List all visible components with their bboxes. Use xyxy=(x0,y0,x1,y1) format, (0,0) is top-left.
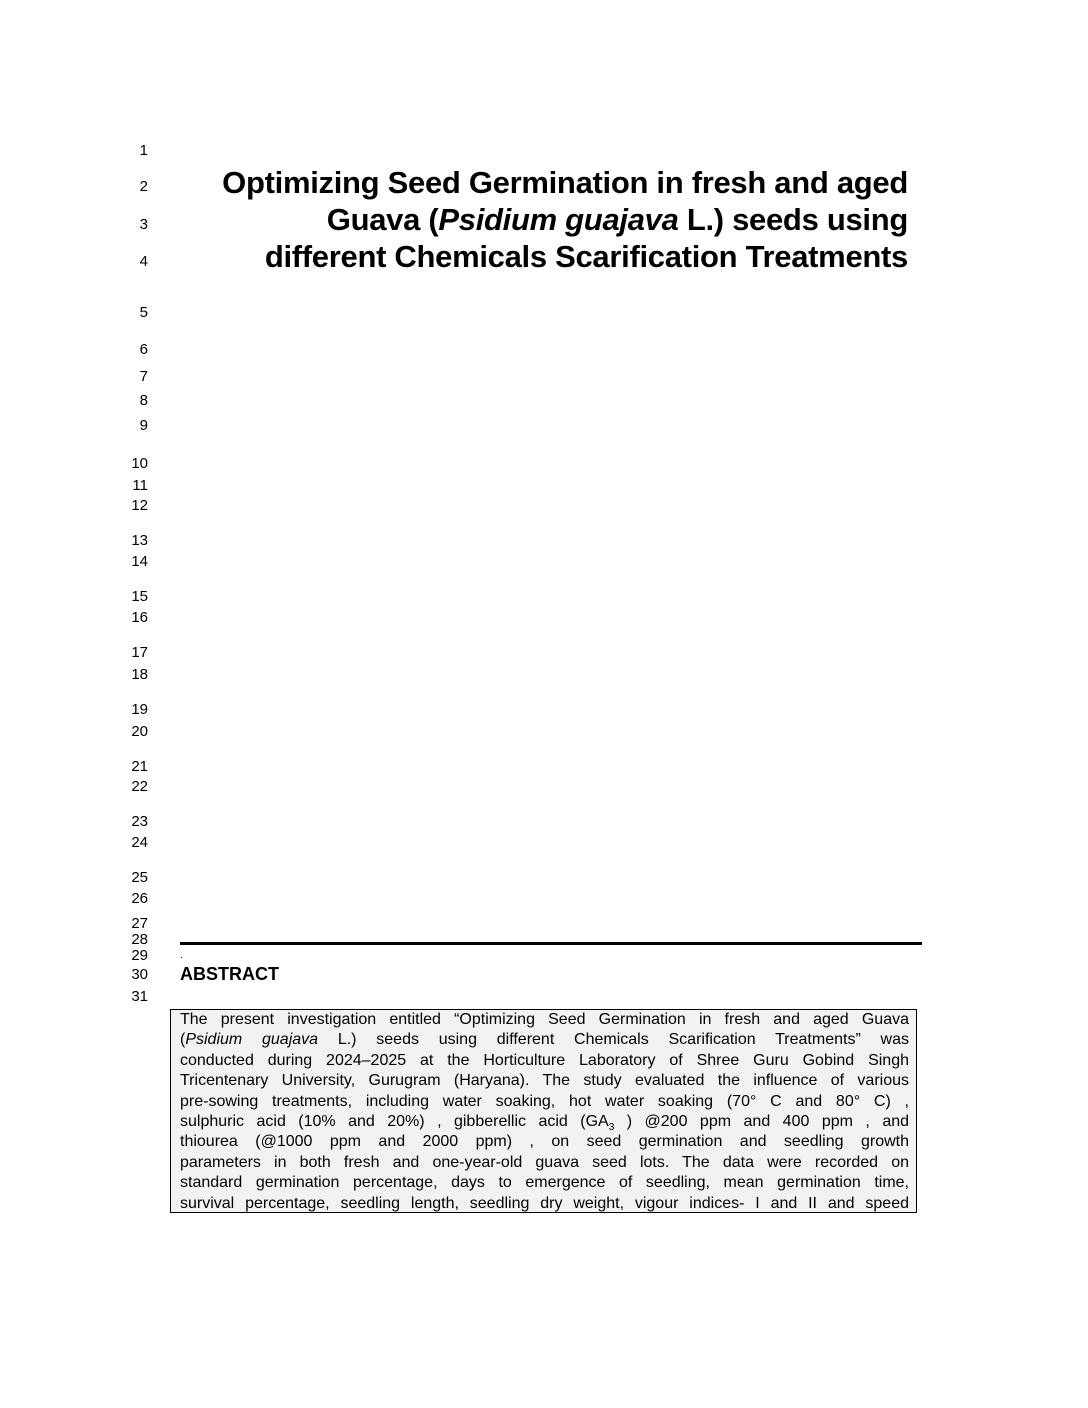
line-number: 13 xyxy=(131,532,148,549)
line-number: 31 xyxy=(131,988,148,1005)
line-number: 12 xyxy=(131,497,148,514)
line-number: 28 xyxy=(131,931,148,948)
line-number: 7 xyxy=(139,368,148,385)
abstract-text: ( xyxy=(180,1031,186,1049)
line-number: 15 xyxy=(131,588,148,605)
line-number: 22 xyxy=(131,778,148,795)
abstract-text: ) @200 ppm and 400 ppm , and xyxy=(614,1113,910,1130)
abstract-text: sulphuric acid (10% and 20%) , gibberellic acid (GA xyxy=(180,1113,609,1130)
separator-dot: . xyxy=(180,950,183,961)
abstract-line: parameters in both fresh and one-year-old guava seed lots. The data were recorded on xyxy=(180,1153,909,1171)
line-number: 23 xyxy=(131,813,148,830)
line-number: 8 xyxy=(139,392,148,409)
line-number: 30 xyxy=(131,966,148,983)
line-number: 20 xyxy=(131,723,148,740)
horizontal-rule xyxy=(180,942,922,945)
abstract-line: pre-sowing treatments, including water soaking, hot water soaking (70° C and 80° C) , xyxy=(180,1092,909,1110)
abstract-line: conducted during 2024–2025 at the Horticulture Laboratory of Shree Guru Gobind Singh xyxy=(180,1051,909,1069)
line-number: 14 xyxy=(131,553,148,570)
line-number: 26 xyxy=(131,890,148,907)
abstract-line: standard germination percentage, days to emergence of seedling, mean germination time, xyxy=(180,1174,909,1192)
line-number: 19 xyxy=(131,701,148,718)
abstract-line: The present investigation entitled “Optimizing Seed Germination in fresh and aged Guava xyxy=(180,1011,909,1028)
line-number: 9 xyxy=(139,417,148,434)
title-line-1: Optimizing Seed Germination in fresh and aged xyxy=(222,165,908,200)
abstract-line: survival percentage, seedling length, seedling dry weight, vigour indices- I and II and speed xyxy=(180,1194,909,1212)
title-text: Guava ( xyxy=(326,202,439,237)
title-text: L.) seeds using xyxy=(678,202,908,237)
title-species: Psidium guajava xyxy=(438,202,679,237)
line-number: 6 xyxy=(139,341,148,358)
abstract-line: thiourea (@1000 ppm and 2000 ppm) , on seed germination and seedling growth xyxy=(180,1133,909,1151)
abstract-box xyxy=(170,1009,917,1213)
line-number: 27 xyxy=(131,915,148,932)
line-number: 1 xyxy=(139,142,148,159)
line-number: 25 xyxy=(131,869,148,886)
abstract-text: L.) seeds using different Chemicals Scarification Treatments” was xyxy=(318,1031,909,1049)
abstract-line xyxy=(180,1030,909,1050)
abstract-heading: ABSTRACT xyxy=(180,964,279,984)
line-number: 2 xyxy=(139,178,148,195)
line-number: 5 xyxy=(139,304,148,321)
line-number: 3 xyxy=(139,216,148,233)
subscript: 3 xyxy=(608,1122,615,1134)
title-line-3: different Chemicals Scarification Treatments xyxy=(264,239,908,274)
line-number: 21 xyxy=(131,758,148,775)
line-number: 24 xyxy=(131,834,148,851)
line-number: 18 xyxy=(131,666,148,683)
line-number: 10 xyxy=(131,455,148,472)
line-number: 4 xyxy=(139,253,148,270)
line-number: 29 xyxy=(131,947,148,964)
abstract-line: Tricentenary University, Gurugram (Haryana). The study evaluated the influence of various xyxy=(180,1072,909,1090)
line-number: 16 xyxy=(131,609,148,626)
line-number: 17 xyxy=(131,644,148,661)
title-line-2 xyxy=(327,202,908,238)
abstract-species: Psidium guajava xyxy=(185,1031,319,1049)
line-number: 11 xyxy=(132,477,148,494)
